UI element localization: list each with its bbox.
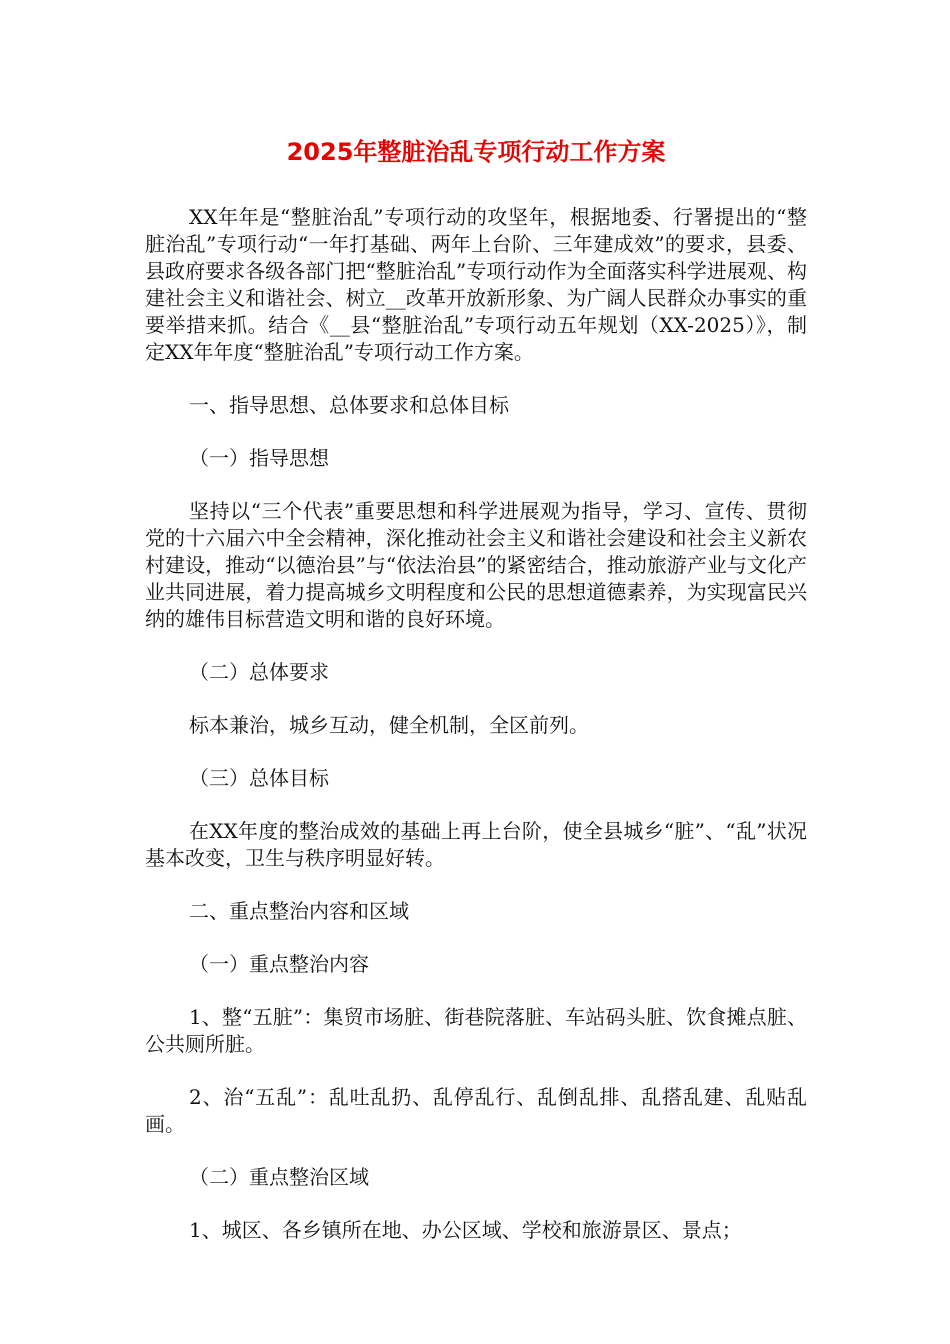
section-heading-1: 一、指导思想、总体要求和总体目标: [189, 393, 509, 417]
list-item-five-dirty: 1、整“五脏”：集贸市场脏、街巷院落脏、车站码头脏、饮食摊点脏、公共厕所脏。: [145, 1005, 807, 1056]
paragraph-overall-goals: 在XX年度的整治成效的基础上再上台阶，使全县城乡“脏”、“乱”状况基本改变，卫生与秩序明显好转。: [145, 819, 807, 870]
document-title: 2025年整脏治乱专项行动工作方案: [286, 138, 666, 166]
subheading-key-areas: （二）重点整治区域: [189, 1165, 369, 1189]
list-item-five-chaos: 2、治“五乱”：乱吐乱扔、乱停乱行、乱倒乱排、乱搭乱建、乱贴乱画。: [145, 1085, 807, 1136]
list-item-areas: 1、城区、各乡镇所在地、办公区域、学校和旅游景区、景点；: [189, 1218, 742, 1242]
subheading-key-content: （一）重点整治内容: [189, 952, 369, 976]
intro-paragraph: XX年年是“整脏治乱”专项行动的攻坚年，根据地委、行署提出的“整脏治乱”专项行动“一年打基础、两年上台阶、三年建成效”的要求，县委、县政府要求各级各部门把“整脏治乱”专项行动作为全面落实科学进展观、构建社会主义和谐社会、树立__改革开放新形象、为广阔人民群众办事实的重要举措来抓。结合《__县“整脏治乱”专项行动五年规划（XX-2025）》，制定XX年年度“整脏治乱”专项行动工作方案。: [145, 205, 807, 364]
paragraph-overall-requirements: 标本兼治，城乡互动，健全机制，全区前列。: [189, 713, 589, 737]
paragraph-guiding-ideology: 坚持以“三个代表”重要思想和科学进展观为指导，学习、宣传、贯彻党的十六届六中全会精神，深化推动社会主义和谐社会建设和社会主义新农村建设，推动“以德治县”与“依法治县”的紧密结合，推动旅游产业与文化产业共同进展，着力提高城乡文明程度和公民的思想道德素养，为实现富民兴纳的雄伟目标营造文明和谐的良好环境。: [145, 499, 807, 631]
subheading-guiding-ideology: （一）指导思想: [189, 446, 329, 470]
subheading-overall-requirements: （二）总体要求: [189, 660, 329, 684]
subheading-overall-goals: （三）总体目标: [189, 766, 329, 790]
document-page: [145, 0, 807, 1244]
section-heading-2: 二、重点整治内容和区域: [189, 899, 409, 923]
